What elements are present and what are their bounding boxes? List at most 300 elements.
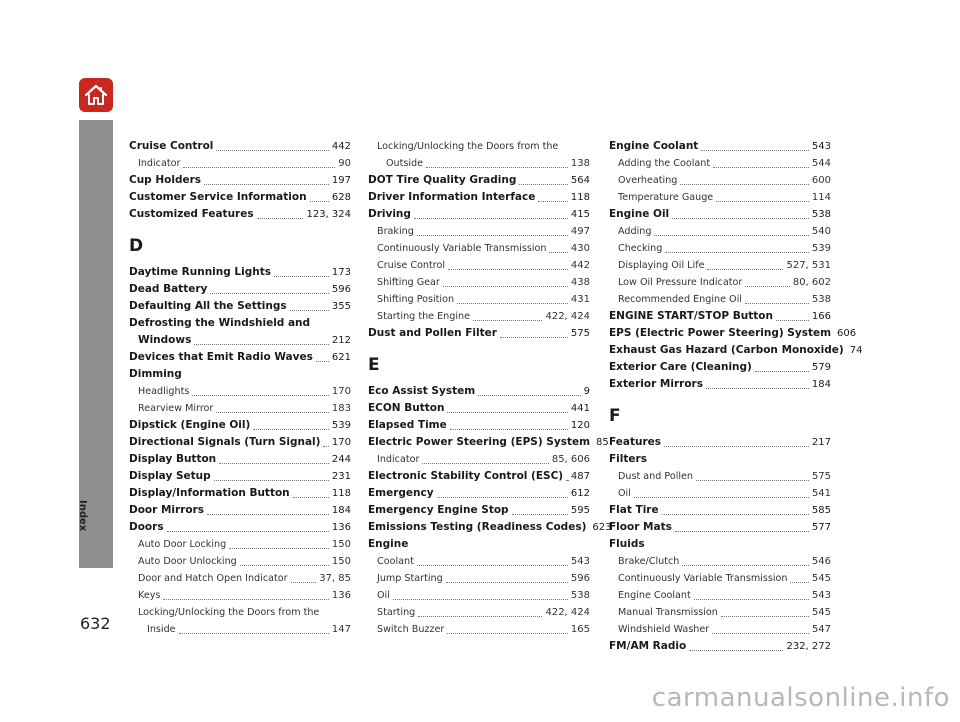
index-subentry[interactable] (368, 451, 590, 468)
index-entry[interactable] (609, 519, 831, 536)
page-reference-link[interactable]: 579 (811, 362, 831, 373)
dot-leader (755, 369, 809, 372)
index-entry[interactable] (129, 468, 351, 485)
entry-term: Adding the Coolant (618, 158, 711, 169)
page-reference-link[interactable]: 564 (570, 175, 590, 186)
entry-term: Outside (386, 158, 424, 169)
dot-leader (457, 301, 568, 304)
page-reference-link[interactable]: 538 (811, 294, 831, 305)
index-entry (609, 536, 831, 553)
page-reference-link[interactable]: 575 (811, 471, 831, 482)
page-reference-link[interactable]: 147 (331, 624, 351, 635)
page-reference-link[interactable]: 442 (570, 260, 590, 271)
index-entry[interactable] (129, 519, 351, 536)
entry-term: Brake/Clutch (618, 556, 680, 567)
index-entry[interactable] (609, 638, 831, 655)
entry-term: ECON Button (368, 402, 445, 414)
watermark: carmanualsonline.info (651, 683, 950, 713)
entry-term: Customer Service Information (129, 191, 307, 203)
page-reference-link[interactable]: 595 (570, 505, 590, 516)
index-subentry[interactable] (368, 621, 590, 638)
entry-term: Oil (618, 488, 631, 499)
page-reference-link[interactable]: 123, 324 (306, 209, 351, 220)
index-column-2 (368, 138, 612, 638)
page-reference-link[interactable]: 85, 606 (551, 454, 590, 465)
entry-term: Emissions Testing (Readiness Codes) (368, 521, 587, 533)
index-tab-label: Index (77, 500, 88, 532)
page-reference-link[interactable]: 166 (811, 311, 831, 322)
index-entry[interactable] (609, 325, 857, 342)
dot-leader (721, 614, 809, 617)
index-entry[interactable] (129, 417, 351, 434)
dot-leader (323, 444, 328, 447)
dot-leader (662, 512, 809, 515)
index-entry[interactable] (129, 206, 351, 223)
dot-leader (716, 199, 809, 202)
index-column-1 (129, 138, 351, 638)
index-subentry[interactable] (368, 291, 590, 308)
entry-term: Directional Signals (Turn Signal) (129, 436, 321, 448)
dot-leader (443, 284, 568, 287)
page-reference-link[interactable]: 422, 424 (545, 607, 590, 618)
index-entry[interactable] (609, 206, 831, 223)
page-reference-link[interactable]: 538 (570, 590, 590, 601)
entry-term: Dust and Pollen (618, 471, 694, 482)
index-entry (609, 451, 831, 468)
entry-term: Indicator (138, 158, 181, 169)
index-entry (129, 315, 351, 332)
page-reference-link[interactable]: 497 (570, 226, 590, 237)
entry-term: Driving (368, 208, 411, 220)
dot-leader (167, 529, 329, 532)
entry-term: Manual Transmission (618, 607, 718, 618)
page-reference-link[interactable]: 442 (331, 141, 351, 152)
page-reference-link[interactable]: 541 (811, 488, 831, 499)
entry-term: Locking/Unlocking the Doors from the (377, 141, 559, 152)
page-reference-link[interactable]: 184 (811, 379, 831, 390)
page-reference-link[interactable]: 585 (811, 505, 831, 516)
index-entry[interactable] (129, 451, 351, 468)
index-entry[interactable] (609, 502, 831, 519)
page-reference-link[interactable]: 544 (811, 158, 831, 169)
entry-term: Switch Buzzer (377, 624, 445, 635)
dot-leader (216, 410, 329, 413)
index-subentry[interactable] (129, 383, 351, 400)
index-entry[interactable] (129, 281, 351, 298)
dot-leader (706, 386, 809, 389)
index-subentry[interactable] (368, 274, 590, 291)
entry-term: Engine Oil (609, 208, 670, 220)
page-reference-link[interactable]: 170 (331, 386, 351, 397)
dot-leader (519, 182, 568, 185)
page-number: 632 (80, 614, 111, 633)
dot-leader (447, 631, 568, 634)
index-subentry[interactable] (609, 570, 831, 587)
index-subentry[interactable] (609, 291, 831, 308)
dot-leader (566, 478, 568, 481)
index-entry[interactable] (609, 359, 831, 376)
entry-term: Dipstick (Engine Oil) (129, 419, 251, 431)
index-subentry[interactable] (129, 155, 351, 172)
index-subentry[interactable] (129, 536, 351, 553)
dot-leader (665, 250, 809, 253)
page-reference-link[interactable]: 577 (811, 522, 831, 533)
index-entry[interactable] (129, 485, 351, 502)
dot-leader (291, 580, 317, 583)
index-subentry[interactable] (368, 553, 590, 570)
index-subentry[interactable] (368, 570, 590, 587)
dot-leader (694, 597, 809, 600)
entry-term: Devices that Emit Radio Waves (129, 351, 313, 363)
entry-term: Indicator (377, 454, 420, 465)
dot-leader (418, 614, 542, 617)
dot-leader (446, 580, 568, 583)
entry-term: Rearview Mirror (138, 403, 214, 414)
dot-leader (675, 529, 809, 532)
index-subentry[interactable] (609, 172, 831, 189)
page-reference-link[interactable]: 545 (811, 607, 831, 618)
dot-leader (745, 284, 790, 287)
index-entry[interactable] (129, 349, 351, 366)
dot-leader (689, 648, 783, 651)
dot-leader (538, 199, 568, 202)
home-icon (83, 82, 109, 108)
index-subentry[interactable] (129, 553, 351, 570)
dot-leader (682, 563, 809, 566)
index-entry[interactable] (368, 519, 612, 536)
dot-leader (500, 335, 568, 338)
index-subentry[interactable] (368, 240, 590, 257)
index-entry (129, 366, 351, 383)
page-reference-link[interactable]: 80, 602 (792, 277, 831, 288)
entry-term: Windows (138, 334, 192, 346)
dot-leader (512, 512, 568, 515)
index-subentry[interactable] (368, 257, 590, 274)
dot-leader (790, 580, 808, 583)
entry-term: Dust and Pollen Filter (368, 327, 497, 339)
dot-leader (473, 318, 542, 321)
index-entry[interactable] (609, 376, 831, 393)
page-reference-link[interactable]: 596 (570, 573, 590, 584)
page-reference-link[interactable]: 217 (811, 437, 831, 448)
page-reference-link[interactable]: 74 (849, 345, 863, 356)
dot-leader (776, 318, 809, 321)
index-entry[interactable] (368, 434, 609, 451)
page-reference-link[interactable]: 539 (331, 420, 351, 431)
entry-term: Exterior Mirrors (609, 378, 703, 390)
entry-term: Cruise Control (129, 140, 214, 152)
index-entry[interactable] (129, 332, 351, 349)
entry-term: Recommended Engine Oil (618, 294, 742, 305)
dot-leader (183, 165, 335, 168)
page-reference-link[interactable]: 543 (811, 141, 831, 152)
index-subentry[interactable] (609, 274, 831, 291)
entry-term: Driver Information Interface (368, 191, 536, 203)
page-reference-link[interactable]: 85 (596, 437, 609, 448)
index-subentry[interactable] (368, 308, 590, 325)
entry-term: Doors (129, 521, 164, 533)
page-reference-link[interactable]: 197 (331, 175, 351, 186)
entry-term: Display/Information Button (129, 487, 290, 499)
index-subentry[interactable] (129, 587, 351, 604)
index-entry[interactable] (368, 172, 590, 189)
dot-leader (316, 359, 329, 362)
index-entry[interactable] (368, 502, 590, 519)
index-subentry[interactable] (368, 587, 590, 604)
index-entry[interactable] (609, 138, 831, 155)
index-entry[interactable] (609, 342, 863, 359)
page-reference-link[interactable]: 114 (811, 192, 831, 203)
entry-term: Keys (138, 590, 161, 601)
index-entry[interactable] (368, 400, 590, 417)
page-reference-link[interactable]: 173 (331, 267, 351, 278)
page-reference-link[interactable]: 150 (331, 556, 351, 567)
entry-term: Exterior Care (Cleaning) (609, 361, 752, 373)
page-reference-link[interactable]: 612 (570, 488, 590, 499)
page-reference-link[interactable]: 165 (570, 624, 590, 635)
dot-leader (713, 165, 809, 168)
page-reference-link[interactable]: 118 (570, 192, 590, 203)
index-entry[interactable] (129, 138, 351, 155)
entry-term: Elapsed Time (368, 419, 447, 431)
dot-leader (672, 216, 809, 219)
entry-term: Electric Power Steering (EPS) System (368, 436, 591, 448)
entry-term: Emergency Engine Stop (368, 504, 509, 516)
dot-leader (680, 182, 809, 185)
dot-leader (634, 495, 809, 498)
index-subentry[interactable] (129, 400, 351, 417)
entry-term: Temperature Gauge (618, 192, 714, 203)
dot-leader (447, 410, 567, 413)
entry-term: Braking (377, 226, 414, 237)
page-reference-link[interactable]: 120 (570, 420, 590, 431)
entry-term: Displaying Oil Life (618, 260, 705, 271)
page-reference-link[interactable]: 538 (811, 209, 831, 220)
index-entry[interactable] (368, 383, 590, 400)
entry-term: Customized Features (129, 208, 254, 220)
index-entry[interactable] (129, 189, 351, 206)
entry-term: Continuously Variable Transmission (377, 243, 547, 254)
dot-leader (290, 308, 329, 311)
page-reference-link[interactable]: 170 (331, 437, 351, 448)
entry-term: Coolant (377, 556, 414, 567)
index-entry[interactable] (368, 468, 590, 485)
dot-leader (393, 597, 568, 600)
index-entry[interactable] (368, 485, 590, 502)
section-letter-heading: D (129, 236, 144, 256)
entry-term: Electronic Stability Control (ESC) (368, 470, 564, 482)
page-reference-link[interactable]: 545 (811, 573, 831, 584)
entry-term: Windshield Washer (618, 624, 710, 635)
dot-leader (194, 342, 329, 345)
page-reference-link[interactable]: 547 (811, 624, 831, 635)
page-reference-link[interactable]: 136 (331, 590, 351, 601)
entry-term: Auto Door Locking (138, 539, 227, 550)
page-reference-link[interactable]: 628 (331, 192, 351, 203)
dot-leader (478, 393, 580, 396)
page-reference-link[interactable]: 184 (331, 505, 351, 516)
section-letter-heading: F (609, 406, 621, 426)
page-reference-link[interactable]: 136 (331, 522, 351, 533)
page-reference-link[interactable]: 539 (811, 243, 831, 254)
page-reference-link[interactable]: 430 (570, 243, 590, 254)
dot-leader (549, 250, 567, 253)
index-entry[interactable] (368, 325, 590, 342)
index-entry (368, 536, 590, 553)
index-entry[interactable] (368, 189, 590, 206)
entry-term: Engine (368, 538, 409, 550)
dot-leader (701, 148, 809, 151)
index-subentry (129, 604, 351, 621)
entry-term: Floor Mats (609, 521, 672, 533)
entry-term: Flat Tire (609, 504, 659, 516)
dot-leader (240, 563, 329, 566)
index-subentry (368, 138, 590, 155)
index-subentry[interactable] (609, 189, 831, 206)
index-entry[interactable] (368, 417, 590, 434)
index-subentry[interactable] (609, 587, 831, 604)
page-reference-link[interactable]: 212 (331, 335, 351, 346)
page-reference-link[interactable]: 527, 531 (786, 260, 831, 271)
dot-leader (664, 444, 809, 447)
dot-leader (207, 512, 329, 515)
index-subentry[interactable] (368, 155, 590, 172)
page-reference-link[interactable]: 623 (592, 522, 612, 533)
entry-term: Cup Holders (129, 174, 202, 186)
index-subentry[interactable] (368, 604, 590, 621)
page-reference-link[interactable]: 606 (837, 328, 857, 339)
index-entry[interactable] (129, 298, 351, 315)
entry-term: Jump Starting (377, 573, 443, 584)
index-subentry[interactable] (129, 570, 351, 587)
dot-leader (216, 148, 329, 151)
entry-term: Dead Battery (129, 283, 208, 295)
page-reference-link[interactable]: 118 (331, 488, 351, 499)
index-subentry[interactable] (129, 621, 351, 638)
index-subentry[interactable] (609, 553, 831, 570)
page-reference-link[interactable]: 600 (811, 175, 831, 186)
entry-term: Dimming (129, 368, 182, 380)
entry-term: FM/AM Radio (609, 640, 687, 652)
page-reference-link[interactable]: 138 (570, 158, 590, 169)
index-entry[interactable] (368, 206, 590, 223)
index-entry[interactable] (129, 172, 351, 189)
entry-term: Emergency (368, 487, 434, 499)
page-reference-link[interactable]: 244 (331, 454, 351, 465)
dot-leader (437, 495, 568, 498)
entry-term: Fluids (609, 538, 645, 550)
page-reference-link[interactable]: 90 (338, 158, 351, 169)
dot-leader (417, 233, 568, 236)
page-reference-link[interactable]: 543 (570, 556, 590, 567)
index-subentry[interactable] (609, 155, 831, 172)
dot-leader (448, 267, 568, 270)
index-subentry[interactable] (368, 223, 590, 240)
entry-term: EPS (Electric Power Steering) System (609, 327, 832, 339)
dot-leader (426, 165, 568, 168)
entry-term: Starting the Engine (377, 311, 470, 322)
dot-leader (192, 393, 329, 396)
dot-leader (274, 274, 329, 277)
index-subentry[interactable] (609, 257, 831, 274)
page-reference-link[interactable]: 231 (331, 471, 351, 482)
page-reference-link[interactable]: 415 (570, 209, 590, 220)
dot-leader (712, 631, 809, 634)
page-reference-link[interactable]: 487 (570, 471, 590, 482)
entry-term: Continuously Variable Transmission (618, 573, 788, 584)
entry-term: Overheating (618, 175, 678, 186)
page-reference-link[interactable]: 232, 272 (786, 641, 831, 652)
entry-term: Door and Hatch Open Indicator (138, 573, 288, 584)
dot-leader (229, 546, 329, 549)
page-reference-link[interactable]: 441 (570, 403, 590, 414)
page-reference-link[interactable]: 355 (331, 301, 351, 312)
entry-term: Display Button (129, 453, 217, 465)
page-reference-link[interactable]: 546 (811, 556, 831, 567)
page-reference-link[interactable]: 596 (331, 284, 351, 295)
entry-term: Inside (147, 624, 176, 635)
index-entry[interactable] (609, 434, 831, 451)
page-reference-link[interactable]: 422, 424 (545, 311, 590, 322)
entry-term: DOT Tire Quality Grading (368, 174, 517, 186)
page-reference-link[interactable]: 621 (331, 352, 351, 363)
entry-term: Engine Coolant (618, 590, 691, 601)
dot-leader (417, 563, 568, 566)
index-subentry[interactable] (609, 468, 831, 485)
page-reference-link[interactable]: 183 (331, 403, 351, 414)
index-subentry[interactable] (609, 604, 831, 621)
entry-term: Locking/Unlocking the Doors from the (138, 607, 320, 618)
page-reference-link[interactable]: 150 (331, 539, 351, 550)
index-subentry[interactable] (609, 240, 831, 257)
dot-leader (214, 478, 329, 481)
dot-leader (450, 427, 568, 430)
entry-term: Auto Door Unlocking (138, 556, 237, 567)
index-entry[interactable] (609, 308, 831, 325)
dot-leader (745, 301, 809, 304)
entry-term: Headlights (138, 386, 190, 397)
dot-leader (293, 495, 329, 498)
entry-term: Cruise Control (377, 260, 446, 271)
section-letter-heading: E (368, 355, 380, 375)
entry-term: Shifting Gear (377, 277, 440, 288)
dot-leader (422, 461, 548, 464)
page-reference-link[interactable]: 438 (570, 277, 590, 288)
entry-term: Door Mirrors (129, 504, 205, 516)
page-reference-link[interactable]: 540 (811, 226, 831, 237)
entry-term: Low Oil Pressure Indicator (618, 277, 743, 288)
page-reference-link[interactable]: 9 (583, 386, 590, 397)
dot-leader (219, 461, 329, 464)
page-reference-link[interactable]: 431 (570, 294, 590, 305)
index-subentry[interactable] (609, 485, 831, 502)
home-button[interactable] (79, 78, 113, 112)
index-subentry[interactable] (609, 223, 831, 240)
entry-term: Starting (377, 607, 416, 618)
entry-term: Oil (377, 590, 390, 601)
index-entry[interactable] (129, 502, 351, 519)
page-reference-link[interactable]: 543 (811, 590, 831, 601)
dot-leader (204, 182, 329, 185)
index-entry[interactable] (129, 264, 351, 281)
index-subentry[interactable] (609, 621, 831, 638)
entry-term: Shifting Position (377, 294, 455, 305)
index-entry[interactable] (129, 434, 351, 451)
entry-term: Features (609, 436, 661, 448)
page-reference-link[interactable]: 37, 85 (319, 573, 351, 584)
page-reference-link[interactable]: 575 (570, 328, 590, 339)
dot-leader (654, 233, 808, 236)
